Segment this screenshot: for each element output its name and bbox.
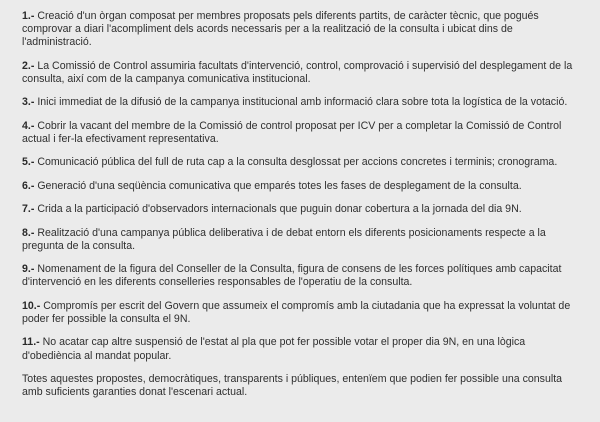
proposal-item: [22, 96, 582, 109]
proposal-number: 5.-: [22, 156, 35, 169]
proposal-item: [22, 120, 582, 146]
proposal-number: 3.-: [22, 96, 35, 109]
proposal-text: Compromís per escrit del Govern que assumeix el compromís amb la ciutadania que ha expressat la voluntat de poder fer possible la consulta el 9N.: [22, 299, 571, 325]
proposal-number: 6.-: [22, 179, 35, 192]
proposal-item: [22, 203, 582, 216]
proposal-item: [22, 300, 582, 326]
proposal-text: Realització d'una campanya pública deliberativa i de debat entorn els diferents posicionaments respecte a la pregunta de la consulta.: [22, 226, 546, 252]
proposal-list: [22, 10, 582, 363]
proposal-number: 9.-: [22, 263, 35, 276]
proposal-item: [22, 180, 582, 193]
proposal-number: 1.-: [22, 10, 35, 22]
proposal-number: 7.-: [22, 203, 35, 216]
proposal-text: La Comissió de Control assumiria facultats d'intervenció, control, comprovació i supervisió del desplegament de la consulta, així com de la campanya comunicativa institucional.: [22, 59, 573, 85]
proposal-number: 11.-: [22, 336, 40, 349]
proposal-text: Comunicació pública del full de ruta cap a la consulta desglossat per accions concretes i terminis; cronograma.: [34, 156, 558, 169]
proposal-text: Crida a la participació d'observadors internacionals que puguin donar cobertura a la jornada del dia 9N.: [34, 203, 522, 216]
proposal-item: [22, 156, 582, 169]
proposal-item: [22, 10, 582, 50]
proposal-item: [22, 227, 582, 253]
proposal-number: 8.-: [22, 226, 35, 239]
proposal-text: Cobrir la vacant del membre de la Comissió de control proposat per ICV per a completar la Comissió de Control actual i fer-la efectivament representativa.: [22, 119, 562, 145]
proposal-text: Creació d'un òrgan composat per membres proposats pels diferents partits, de caràcter tècnic, que pogués comprovar a diari l'acompliment dels acords necessaris per a la realització de la consulta i ubicat dins de l'administració.: [22, 10, 539, 49]
proposal-item: [22, 263, 582, 289]
proposal-item: [22, 336, 582, 362]
proposal-text: Generació d'una seqüència comunicativa que emparés totes les fases de desplegament de la consulta.: [34, 179, 522, 192]
closing-paragraph: Totes aquestes propostes, democràtiques, transparents i públiques, entenïem que podien fer possible una consulta amb suficients garanties donat l'escenari actual.: [22, 372, 563, 399]
proposal-text: No acatar cap altre suspensió de l'estat al pla que pot fer possible votar el proper dia 9N, en una lògica d'obediència al mandat popular.: [22, 336, 526, 362]
proposal-item: [22, 60, 582, 86]
proposal-number: 2.-: [22, 59, 35, 72]
proposal-number: 10.-: [22, 299, 41, 312]
proposal-text: Inici immediat de la difusió de la campanya institucional amb informació clara sobre tota la logística de la votació.: [34, 96, 568, 109]
proposal-text: Nomenament de la figura del Conseller de la Consulta, figura de consens de les forces polítiques amb capacitat d'intervenció en les diferents conselleries responsables de l'operatiu de la consulta.: [22, 263, 562, 289]
proposal-number: 4.-: [22, 119, 35, 132]
